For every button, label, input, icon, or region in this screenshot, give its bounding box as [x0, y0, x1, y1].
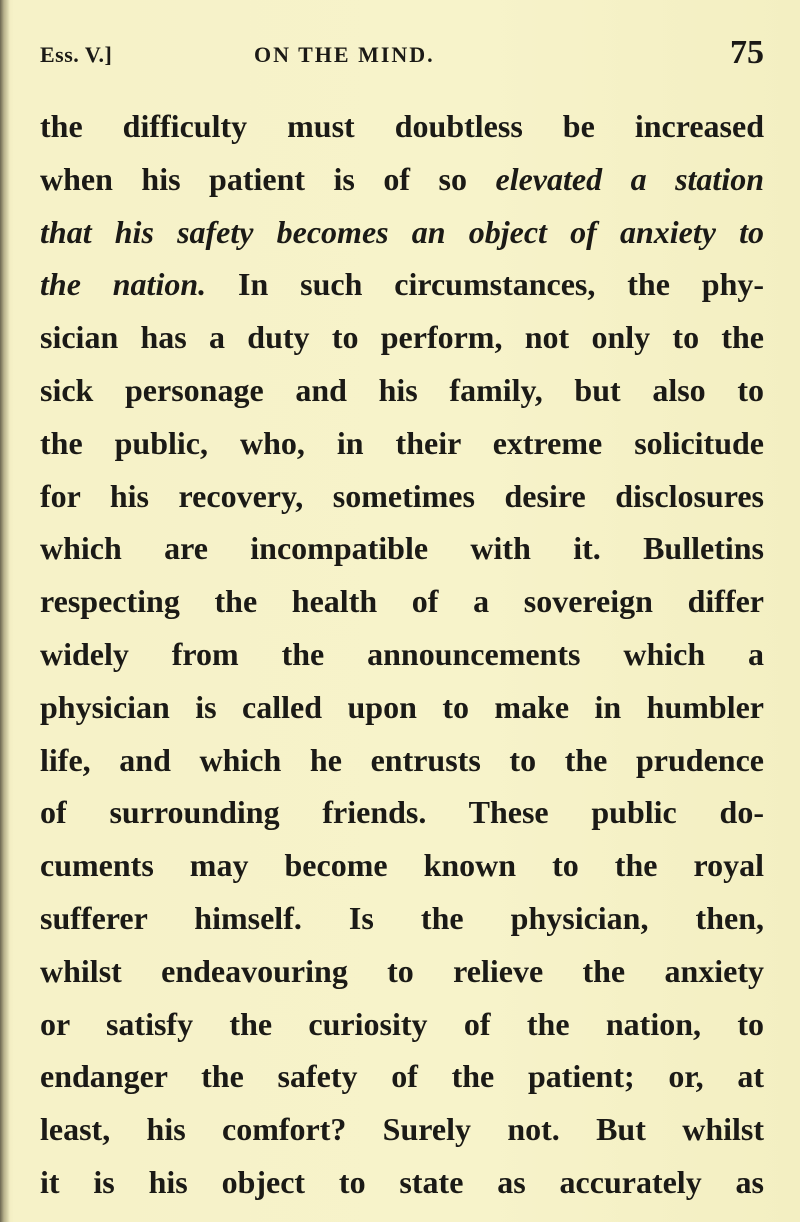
- text-line: or satisfy the curiosity of the nation, to: [40, 1005, 764, 1042]
- body-text: [40, 100, 764, 1209]
- text-line: respecting the health of a sovereign differ: [40, 583, 764, 620]
- text-line: endanger the safety of the patient; or, at: [40, 1058, 764, 1095]
- text-line: the difficulty must doubtless be increased: [40, 108, 764, 144]
- text-line: for his recovery, sometimes desire disclosures: [40, 477, 764, 514]
- running-header: [40, 34, 764, 82]
- text-line: [40, 153, 764, 206]
- text-line: [40, 258, 764, 311]
- text-line: cuments may become known to the royal: [40, 847, 764, 884]
- text-line: which are incompatible with it. Bulletins: [40, 530, 764, 567]
- running-head-section: Ess. V.]: [40, 42, 113, 67]
- text-line: life, and which he entrusts to the prudence: [40, 741, 764, 778]
- text-line-roman: when his patient is of so: [40, 160, 467, 197]
- text-line: of surrounding friends. These public do-: [40, 794, 764, 831]
- text-line: it is his object to state as accurately as: [40, 1163, 764, 1200]
- text-line: widely from the announcements which a: [40, 635, 764, 672]
- text-line: least, his comfort? Surely not. But whilst: [40, 1111, 764, 1148]
- page-number: 75: [730, 34, 764, 71]
- text-line: sician has a duty to perform, not only to the: [40, 319, 764, 356]
- running-head-title: ON THE MIND.: [254, 42, 435, 67]
- text-line: sick personage and his family, but also to: [40, 371, 764, 408]
- text-line-roman: In such circumstances, the phy-: [238, 266, 765, 303]
- text-line-italic: that his safety becomes an object of anxiety to: [40, 213, 764, 250]
- text-line: physician is called upon to make in humbler: [40, 688, 764, 725]
- text-line: whilst endeavouring to relieve the anxiety: [40, 952, 764, 989]
- italic-phrase: elevated a station: [495, 160, 765, 197]
- text-line: the public, who, in their extreme solicitude: [40, 424, 764, 461]
- binding-shadow: [0, 0, 10, 1222]
- text-line: sufferer himself. Is the physician, then,: [40, 899, 764, 936]
- italic-phrase: the nation.: [40, 266, 207, 303]
